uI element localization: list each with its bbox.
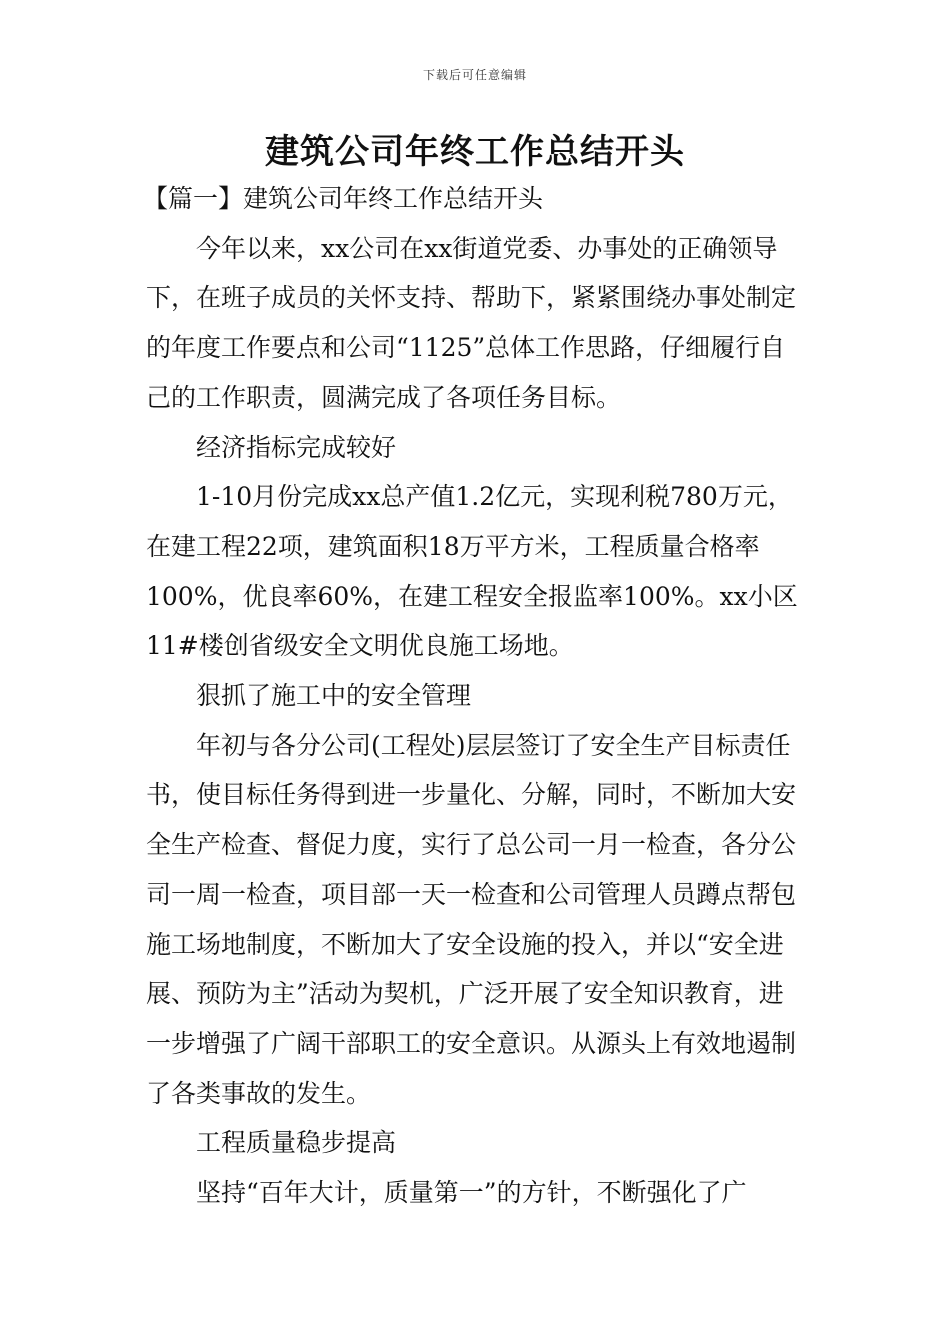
subheading-quality: 工程质量稳步提高 — [196, 1128, 397, 1158]
paragraph-quality: 坚持“百年大计，质量第一”的方针，不断强化了广 — [196, 1178, 747, 1208]
section-heading: 【篇一】建筑公司年终工作总结开头 — [143, 184, 544, 213]
paragraph-economic-indicators: 1-10月份完成xx总产值1.2亿元，实现利税780万元，在建工程22项，建筑面积18万平方米，工程质量合格率100%，优良率60%，在建工程安全报监率100%。xx小区11#楼创省级安全文明优良施工场地。 — [146, 482, 798, 661]
header-note: 下载后可任意编辑 — [422, 68, 527, 82]
paragraph-safety-management: 年初与各分公司(工程处)层层签订了安全生产目标责任书，使目标任务得到进一步量化、分解，同时，不断加大安全生产检查、督促力度，实行了总公司一月一检查，各分公司一周一检查，项目部一天一检查和公司管理人员蹲点帮包施工场地制度，不断加大了安全设施的投入，并以“安全进展、预防为主”活动为契机，广泛开展了安全知识教育，进一步增强了广阔干部职工的安全意识。从源头上有效地遏制了各类事故的发生。 — [146, 730, 797, 1108]
document-body — [143, 174, 806, 1218]
subheading-economic-indicators: 经济指标完成较好 — [196, 432, 397, 462]
subheading-safety-management: 狠抓了施工中的安全管理 — [196, 681, 472, 711]
paragraph-intro: 今年以来，xx公司在xx街道党委、办事处的正确领导下，在班子成员的关怀支持、帮助下，紧紧围绕办事处制定的年度工作要点和公司“1125”总体工作思路，仔细履行自己的工作职责，圆满完成了各项任务目标。 — [146, 233, 797, 412]
document-title: 建筑公司年终工作总结开头 — [265, 132, 685, 172]
